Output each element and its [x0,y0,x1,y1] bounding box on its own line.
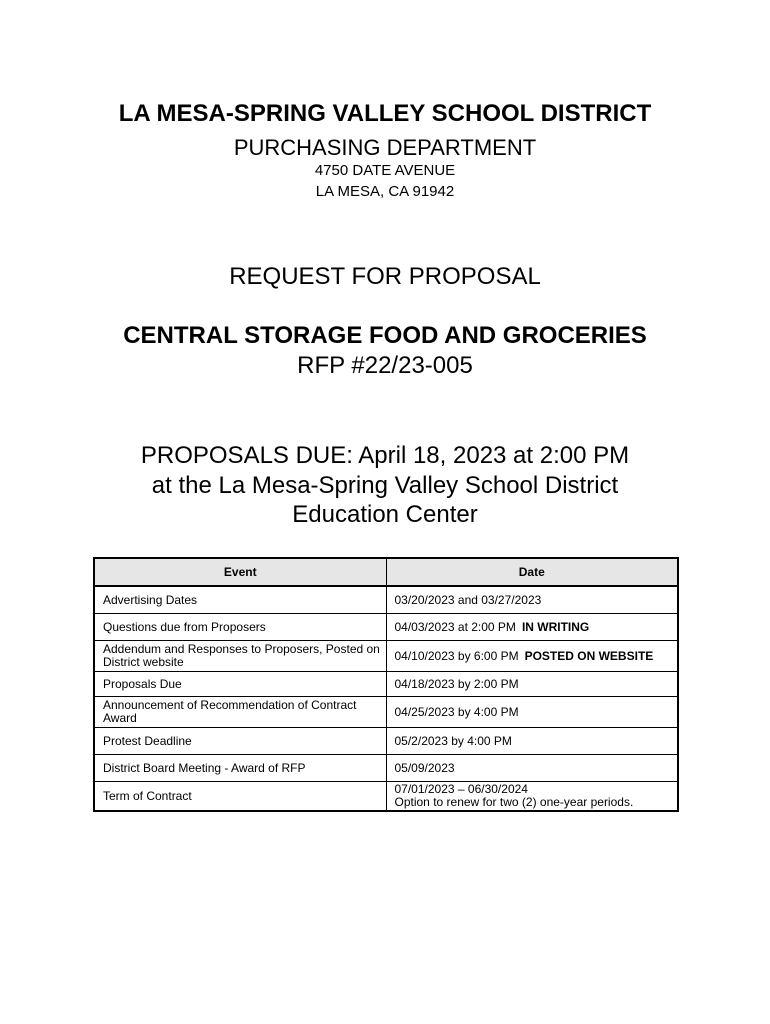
date-cell [386,614,678,641]
proposals-due-building: Education Center [292,501,478,528]
table-row [94,755,678,782]
event-cell: Announcement of Recommendation of Contract Award [94,697,386,728]
schedule-table [93,557,679,812]
event-cell: District Board Meeting - Award of RFP [94,755,386,782]
date-note: POSTED ON WEBSITE [524,648,654,663]
project-title: CENTRAL STORAGE FOOD AND GROCERIES [123,322,647,349]
table-row [94,586,678,614]
event-cell: Questions due from Proposers [94,614,386,641]
table-row [94,641,678,672]
date-cell [386,782,678,812]
table-row [94,697,678,728]
date-value: 04/25/2023 by 4:00 PM [394,704,519,719]
event-cell: Term of Contract [94,782,386,812]
table-row [94,728,678,755]
table-row [94,614,678,641]
date-cell [386,586,678,614]
district-name: LA MESA-SPRING VALLEY SCHOOL DISTRICT [118,100,652,127]
address-line-2: LA MESA, CA 91942 [315,183,455,200]
date-value: 05/09/2023 [394,760,455,775]
date-value: 05/2/2023 by 4:00 PM [394,733,512,748]
date-value: 04/18/2023 by 2:00 PM [394,676,519,691]
rfp-number: RFP #22/23-005 [297,352,473,379]
date-renewal-note: Option to renew for two (2) one-year periods. [394,795,634,809]
address-line-1: 4750 DATE AVENUE [314,162,456,179]
table-header-row [94,558,678,586]
document-type: REQUEST FOR PROPOSAL [229,263,541,290]
table-row [94,782,678,812]
event-cell: Proposals Due [94,672,386,697]
proposals-due-line: PROPOSALS DUE: April 18, 2023 at 2:00 PM [140,442,630,469]
date-cell [386,755,678,782]
date-value: 07/01/2023 – 06/30/2024 [394,782,528,796]
date-cell [386,697,678,728]
event-cell: Protest Deadline [94,728,386,755]
date-value: 03/20/2023 and 03/27/2023 [394,592,542,607]
date-cell [386,672,678,697]
date-cell [386,728,678,755]
department-name: PURCHASING DEPARTMENT [233,135,537,160]
date-value: 04/03/2023 at 2:00 PM [394,619,516,634]
event-cell: Addendum and Responses to Proposers, Posted on District website [94,641,386,672]
column-header-date: Date [386,558,678,586]
date-note: IN WRITING [521,619,590,634]
proposals-due-location: at the La Mesa-Spring Valley School District [151,472,619,499]
event-cell: Advertising Dates [94,586,386,614]
date-value: 04/10/2023 by 6:00 PM [394,648,519,663]
column-header-event: Event [94,558,386,586]
table-row [94,672,678,697]
date-cell [386,641,678,672]
